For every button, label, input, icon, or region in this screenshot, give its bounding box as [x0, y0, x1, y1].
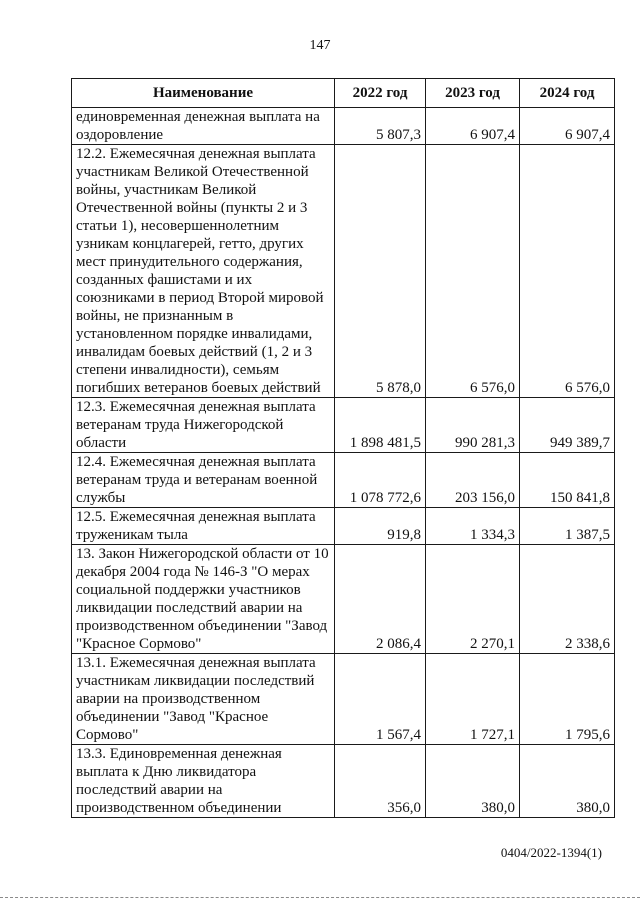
header-2023: 2023 год — [426, 79, 520, 108]
row-value-2022: 1 078 772,6 — [335, 453, 426, 508]
row-value-2024: 1 387,5 — [520, 508, 615, 545]
header-row — [72, 79, 615, 108]
row-value-2022: 5 878,0 — [335, 145, 426, 398]
document-code: 0404/2022-1394(1) — [500, 845, 602, 860]
table-row — [72, 745, 615, 818]
scan-edge-line — [0, 897, 640, 898]
row-value-2024: 6 907,4 — [520, 108, 615, 145]
row-name: единовременная денежная выплата на оздоровление — [72, 108, 335, 145]
row-value-2024: 150 841,8 — [520, 453, 615, 508]
row-name: 13.3. Единовременная денежная выплата к Дню ликвидатора последствий аварии на производственном объединении — [72, 745, 335, 818]
header-name: Наименование — [72, 79, 335, 108]
row-value-2024: 2 338,6 — [520, 545, 615, 654]
row-value-2022: 356,0 — [335, 745, 426, 818]
table-row — [72, 108, 615, 145]
row-value-2023: 6 576,0 — [426, 145, 520, 398]
table-row — [72, 654, 615, 745]
row-value-2023: 6 907,4 — [426, 108, 520, 145]
header-2024: 2024 год — [520, 79, 615, 108]
row-value-2022: 5 807,3 — [335, 108, 426, 145]
row-name: 12.2. Ежемесячная денежная выплата участникам Великой Отечественной войны, участникам Великой Отечественной войны (пункты 2 и 3 статьи 1), несовершеннолетним узникам концлагерей, гетто, других мест принудительного содержания, созданных фашистами и их союзниками в период Второй мировой войны, не признанным в установленном порядке инвалидами, инвалидам боевых действий (1, 2 и 3 степени инвалидности), семьям погибших ветеранов боевых действий — [72, 145, 335, 398]
row-name: 12.3. Ежемесячная денежная выплата ветеранам труда Нижегородской области — [72, 398, 335, 453]
table-row — [72, 453, 615, 508]
row-value-2024: 1 795,6 — [520, 654, 615, 745]
page-number: 147 — [309, 38, 331, 53]
row-value-2023: 990 281,3 — [426, 398, 520, 453]
row-value-2023: 1 334,3 — [426, 508, 520, 545]
row-value-2024: 6 576,0 — [520, 145, 615, 398]
table-row — [72, 145, 615, 398]
budget-table — [71, 78, 615, 818]
row-value-2024: 380,0 — [520, 745, 615, 818]
table-row — [72, 508, 615, 545]
row-value-2022: 919,8 — [335, 508, 426, 545]
table-row — [72, 545, 615, 654]
header-2022: 2022 год — [335, 79, 426, 108]
row-value-2023: 1 727,1 — [426, 654, 520, 745]
table-row — [72, 398, 615, 453]
row-name: 13.1. Ежемесячная денежная выплата участникам ликвидации последствий аварии на производственном объединении "Завод "Красное Сормово" — [72, 654, 335, 745]
row-name: 13. Закон Нижегородской области от 10 декабря 2004 года № 146-З "О мерах социальной поддержки участников ликвидации последствий аварии на производственном объединении "Завод "Красное Сормово" — [72, 545, 335, 654]
row-value-2023: 380,0 — [426, 745, 520, 818]
row-name: 12.4. Ежемесячная денежная выплата ветеранам труда и ветеранам военной службы — [72, 453, 335, 508]
row-name: 12.5. Ежемесячная денежная выплата труженикам тыла — [72, 508, 335, 545]
row-value-2023: 203 156,0 — [426, 453, 520, 508]
row-value-2022: 2 086,4 — [335, 545, 426, 654]
row-value-2023: 2 270,1 — [426, 545, 520, 654]
row-value-2022: 1 567,4 — [335, 654, 426, 745]
row-value-2022: 1 898 481,5 — [335, 398, 426, 453]
row-value-2024: 949 389,7 — [520, 398, 615, 453]
